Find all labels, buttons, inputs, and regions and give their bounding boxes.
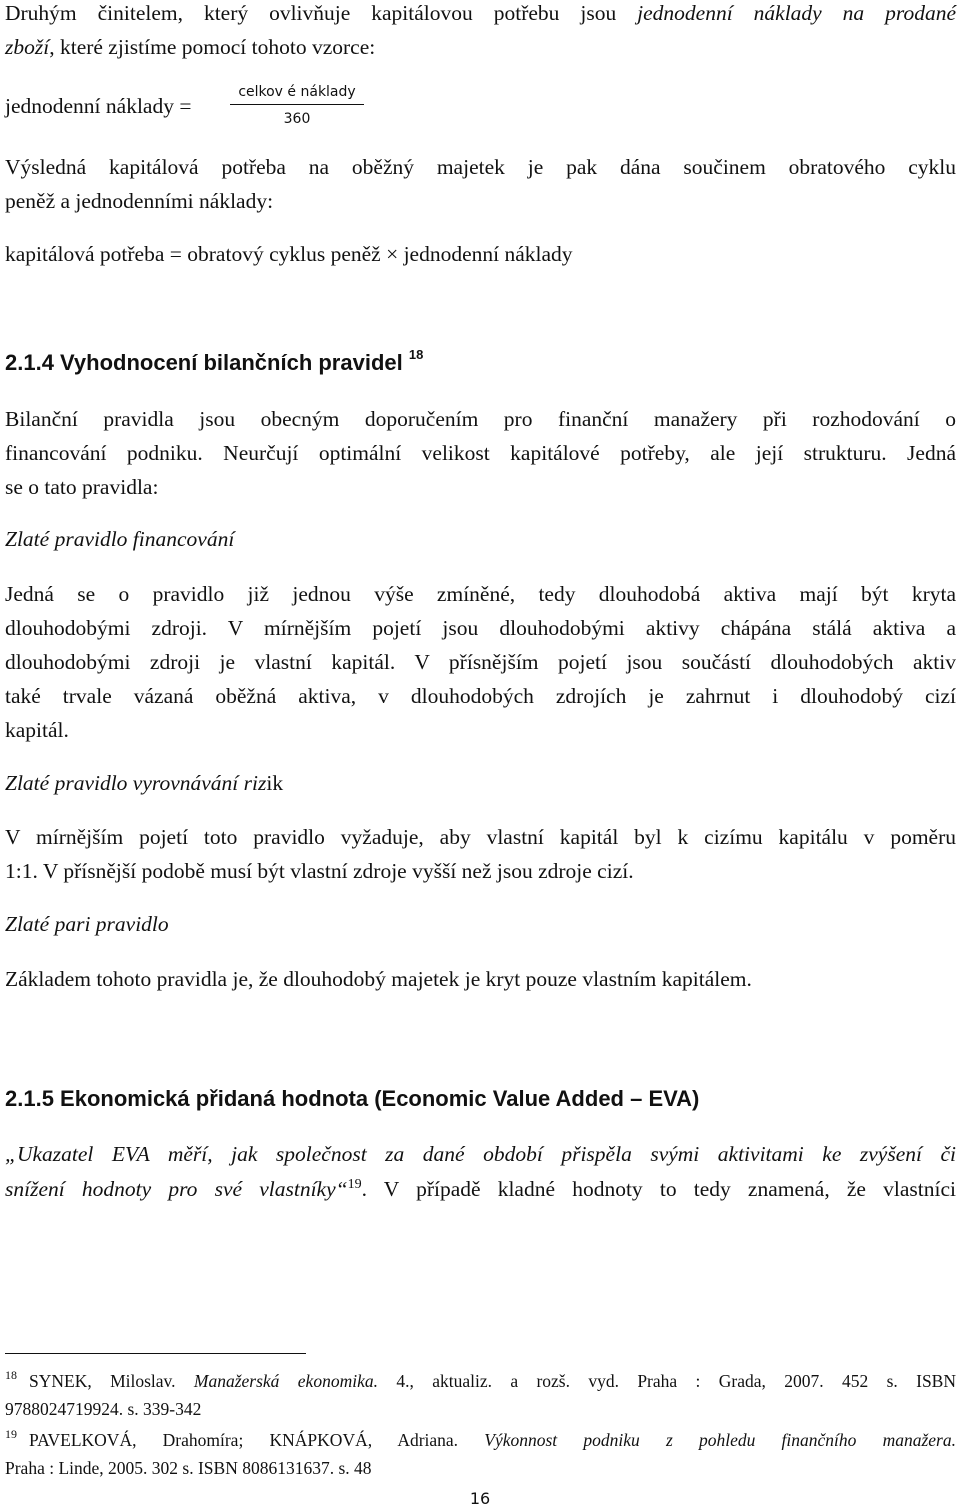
para-rules-line-1: Bilanční pravidla jsou obecným doporučením pro finanční manažery při rozhodování o — [5, 407, 956, 431]
footnote-19-line-2: Praha : Linde, 2005. 302 s. ISBN 8086131637. s. 48 — [5, 1458, 372, 1478]
para-rules-line-2: financování podniku. Neurčují optimální velikost kapitálové potřeby, ale její strukturu. Jedná — [5, 441, 956, 465]
footnote-ref-19[interactable]: 19 — [347, 1177, 362, 1192]
rule-2-line-1: V mírnějším pojetí toto pravidlo vyžaduje, aby vlastní kapitál byl k cizímu kapitálu v poměru — [5, 825, 956, 849]
rule-2-line-2: 1:1. V přísnější podobě musí být vlastní zdroje vyšší než jsou zdroje cizí. — [5, 859, 634, 883]
intro-line-2 — [5, 37, 375, 59]
para-result-line-2: peněž a jednodenními náklady: — [5, 189, 274, 213]
eva-quote-end: snížení hodnoty pro své vlastníky“ — [5, 1177, 348, 1202]
rule-2-title-tail: ik — [266, 771, 284, 795]
rule-1-line-1: Jedná se o pravidlo již jednou výše zmíněné, tedy dlouhodobá aktiva mají být kryta — [5, 582, 956, 606]
intro-italic-term-end: zboží — [5, 35, 50, 59]
rule-3-title: Zlaté pari pravidlo — [5, 912, 169, 936]
intro-italic-term: jednodenní náklady na prodané — [637, 1, 956, 25]
footnote-number: 19 — [5, 1427, 17, 1441]
footnote-author: SYNEK, Miloslav. — [29, 1371, 194, 1391]
section-title: 2.1.4 Vyhodnocení bilančních pravidel — [5, 350, 403, 375]
footnote-number: 18 — [5, 1368, 17, 1382]
section-heading-2-1-5: 2.1.5 Ekonomická přidaná hodnota (Economic Value Added – EVA) — [5, 1086, 700, 1111]
footnote-separator — [5, 1353, 306, 1354]
fraction-numerator: celkov é náklady — [238, 84, 356, 100]
eva-text: . V případě kladné hodnoty to tedy znamená, že vlastníci — [361, 1177, 956, 1202]
formula-2: kapitálová potřeba = obratový cyklus peněž × jednodenní náklady — [5, 242, 573, 266]
para-eva-line-2 — [5, 1178, 956, 1201]
intro-text-end: , které zjistíme pomocí tohoto vzorce: — [49, 35, 376, 59]
para-result-line-1: Výsledná kapitálová potřeba na oběžný majetek je pak dána součinem obratového cyklu — [5, 155, 956, 179]
footnote-title: Výkonnost podniku z pohledu finančního manažera. — [484, 1430, 956, 1450]
rule-3-line-1: Základem tohoto pravidla je, že dlouhodobý majetek je kryt pouze vlastním kapitálem. — [5, 967, 752, 991]
footnote-title: Manažerská ekonomika. — [193, 1371, 378, 1391]
footnote-author: PAVELKOVÁ, Drahomíra; KNÁPKOVÁ, Adriana. — [29, 1430, 485, 1450]
page-number: 16 — [469, 1489, 491, 1508]
fraction-bar — [230, 104, 364, 105]
para-eva-line-1: „Ukazatel EVA měří, jak společnost za dané období přispěla svými aktivitami ke zvýšení či — [5, 1142, 956, 1166]
para-rules-line-3: se o tato pravidla: — [5, 475, 159, 499]
rule-1-title: Zlaté pravidlo financování — [5, 527, 235, 551]
intro-line-1 — [5, 3, 956, 25]
formula-1-fraction — [230, 84, 364, 127]
rule-1-line-4: také trvale vázaná oběžná aktiva, v dlouhodobých zdrojích je zahrnut i dlouhodobý cizí — [5, 684, 956, 708]
intro-text: Druhým činitelem, který ovlivňuje kapitálovou potřebu jsou — [5, 1, 638, 25]
rule-1-line-3: dlouhodobými zdroji je vlastní kapitál. V přísnějším pojetí jsou součástí dlouhodobých aktiv — [5, 650, 956, 674]
formula-1-lhs: jednodenní náklady = — [5, 94, 192, 118]
footnote-publisher: 4., aktualiz. a rozš. vyd. Praha : Grada, 2007. 452 s. ISBN — [377, 1371, 956, 1391]
footnote-ref-18[interactable]: 18 — [408, 347, 424, 362]
section-heading-2-1-4 — [5, 347, 424, 375]
footnote-18-line-2: 9788024719924. s. 339-342 — [5, 1399, 202, 1419]
rule-1-line-5: kapitál. — [5, 718, 69, 742]
rule-2-title — [5, 773, 283, 795]
fraction-denominator: 360 — [283, 111, 311, 127]
rule-1-line-2: dlouhodobými zdroji. V mírnějším pojetí jsou dlouhodobými aktivy chápána stálá aktiva a — [5, 616, 956, 640]
footnote-19-line-1 — [5, 1427, 956, 1450]
rule-2-title-italic: Zlaté pravidlo vyrovnávání riz — [5, 771, 267, 795]
footnote-18-line-1 — [5, 1368, 956, 1391]
